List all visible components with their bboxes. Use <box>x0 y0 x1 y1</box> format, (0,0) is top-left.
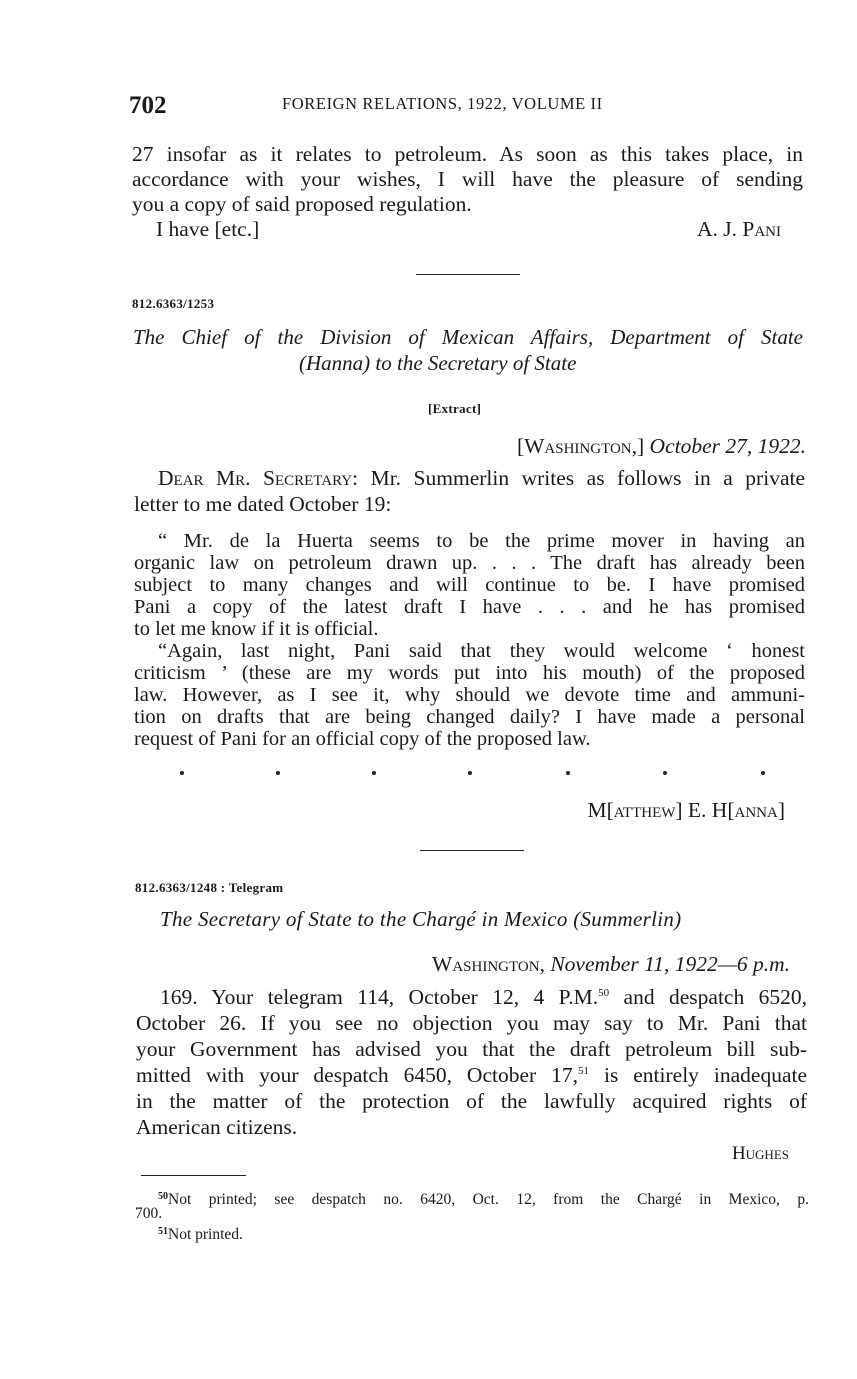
body-line: you a copy of said proposed regulation. <box>132 192 472 216</box>
document-title: The Secretary of State to the Chargé in Mexico (Summerlin) <box>160 907 682 931</box>
section-divider <box>416 274 520 275</box>
footnote-mark: 50 <box>158 1191 168 1202</box>
document-title: The Chief of the Division of Mexican Affairs, Department of State <box>133 325 803 349</box>
running-title: FOREIGN RELATIONS, 1922, VOLUME II <box>282 94 603 113</box>
section-divider <box>420 850 524 851</box>
dateline-place: Washington, <box>432 952 545 976</box>
salutation-line <box>158 465 805 491</box>
quote-line: law. However, as I see it, why should we devote time and ammuni- <box>134 684 805 706</box>
closing-formula: I have [etc.] <box>156 217 260 241</box>
quote-line: to let me know if it is official. <box>134 618 379 640</box>
telegram-line: in the matter of the protection of the lawfully acquired rights of <box>136 1089 807 1113</box>
ellipsis-dot <box>372 771 376 775</box>
footnote-rule <box>141 1175 246 1176</box>
telegram-text: and despatch 6520, <box>623 985 807 1009</box>
footnote-text: Not printed; see despatch no. 6420, Oct. 12, from the Chargé in Mexico, p. <box>168 1191 809 1208</box>
ellipsis-dot <box>276 771 280 775</box>
dateline-place: [Washington,] <box>516 434 645 458</box>
telegram-text: mitted with your despatch 6450, October 17, <box>136 1063 579 1087</box>
signature-pani: A. J. Pani <box>696 217 781 241</box>
footnote-51 <box>158 1223 243 1243</box>
telegram-line: your Government has advised you that the draft petroleum bill sub- <box>136 1037 807 1061</box>
file-number: 812.6363/1253 <box>132 296 215 311</box>
dateline-date: October 27, 1922. <box>649 434 806 458</box>
file-number: 812.6363/1248 : Telegram <box>135 880 284 895</box>
page-number: 702 <box>129 92 167 119</box>
quote-line: “Again, last night, Pani said that they would welcome ‘ honest <box>158 640 805 662</box>
ellipsis-dot <box>566 771 570 775</box>
footnote-mark: 51 <box>158 1226 168 1237</box>
quote-line: criticism ’ (these are my words put into his mouth) of the proposed <box>134 662 805 684</box>
ellipsis-dot <box>468 771 472 775</box>
telegram-line: American citizens. <box>136 1115 298 1139</box>
opening-text: Mr. Summerlin writes as follows in a private <box>370 466 806 490</box>
signature-hughes: Hughes <box>731 1143 789 1164</box>
ellipsis-dot <box>761 771 765 775</box>
dateline <box>517 433 806 459</box>
body-line: letter to me dated October 19: <box>134 492 392 516</box>
ellipsis-dot <box>180 771 184 775</box>
footnote-ref[interactable]: 51 <box>578 1064 590 1077</box>
dateline-date: November 11, 1922—6 p.m. <box>550 952 790 976</box>
footnote-50 <box>158 1188 809 1208</box>
document-title-line2: (Hanna) to the Secretary of State <box>299 351 577 375</box>
body-line: 27 insofar as it relates to petroleum. As soon as this takes place, in <box>132 142 803 166</box>
salutation: Dear Mr. Secretary: <box>158 466 359 490</box>
quote-line: subject to many changes and will continue to be. I have promised <box>134 574 805 596</box>
extract-label: [Extract] <box>428 401 482 416</box>
telegram-line: October 26. If you see no objection you may say to Mr. Pani that <box>136 1011 807 1035</box>
ellipsis-dot <box>663 771 667 775</box>
telegram-line <box>160 984 807 1010</box>
quote-line: tion on drafts that are being changed daily? I have made a personal <box>134 706 805 728</box>
telegram-text: is entirely inadequate <box>603 1063 807 1087</box>
body-line: accordance with your wishes, I will have the pleasure of sending <box>132 167 803 191</box>
telegram-line <box>136 1062 807 1088</box>
footnote-50-cont: 700. <box>135 1205 163 1222</box>
quote-line: “ Mr. de la Huerta seems to be the prime mover in having an <box>158 530 805 552</box>
quote-line: Pani a copy of the latest draft I have . . . and he has promised <box>134 596 805 618</box>
footnote-ref[interactable]: 50 <box>598 986 610 999</box>
signature-hanna: M[atthew] E. H[anna] <box>587 798 785 822</box>
dateline <box>432 951 790 977</box>
footnote-text: Not printed. <box>168 1226 243 1243</box>
quote-line: request of Pani for an official copy of the proposed law. <box>134 728 591 750</box>
telegram-text: 169. Your telegram 114, October 12, 4 P.M. <box>160 985 599 1009</box>
quote-line: organic law on petroleum drawn up. . . . The draft has already been <box>134 552 805 574</box>
